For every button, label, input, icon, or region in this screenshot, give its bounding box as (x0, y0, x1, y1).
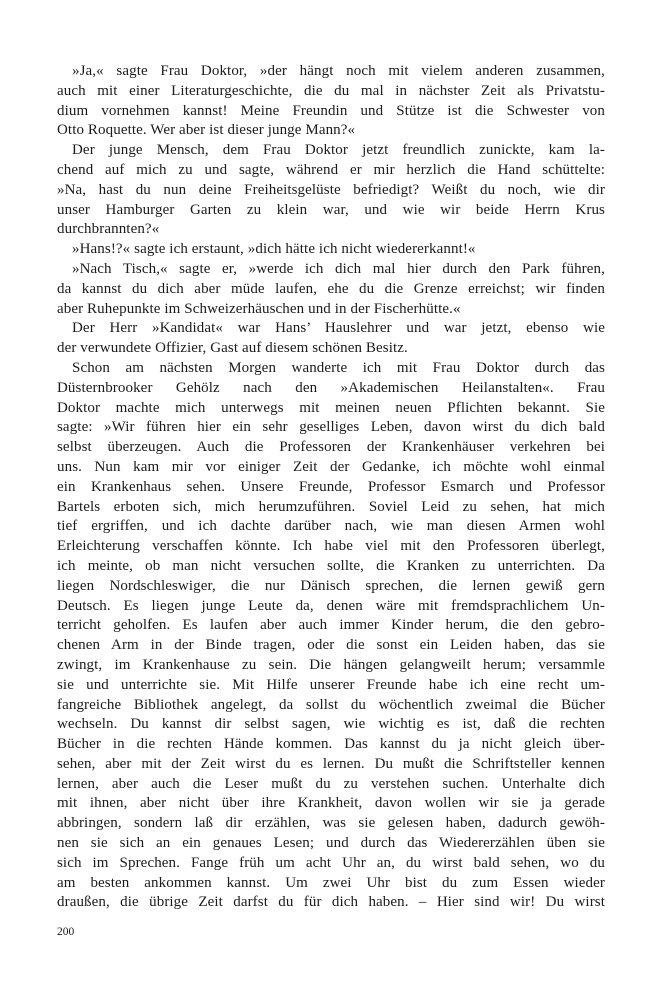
text-line: Erleichterung verschaffen könnte. Ich habe viel mit den Professoren überlegt, (57, 538, 605, 555)
text-line: liegen Nordschleswiger, die nur Dänisch sprechen, die lernen gewiß gern (57, 577, 605, 594)
text-line: am besten ankommen kannst. Um zwei Uhr bist du zum Essen wieder (57, 874, 605, 891)
text-line: sich im Sprechen. Fange früh um acht Uhr an, du wirst bald sehen, wo du (57, 854, 605, 871)
text-line: auch mit einer Literaturgeschichte, die du mal in nächster Zeit als Privatstu- (57, 82, 605, 99)
text-line: selbst überzeugen. Auch die Professoren der Krankenhäuser verkehren bei (57, 439, 605, 456)
text-line: nen sie sich an ein genaues Lesen; und durch das Wiedererzählen üben sie (57, 835, 605, 852)
text-line: »Nach Tisch,« sagte er, »werde ich dich mal hier durch den Park führen, (72, 260, 605, 277)
paragraph (57, 260, 605, 319)
text-line: durchbrannten?« (57, 221, 160, 238)
text-line: Bartels erboten sich, mich herumzuführen. Soviel Leid zu sehen, hat mich (57, 498, 605, 515)
paragraph (57, 359, 605, 913)
text-line: da kannst du dich aber müde laufen, ehe du die Grenze erreichst; wir finden (57, 280, 605, 297)
text-line: wechseln. Du kannst dir selbst sagen, wie wichtig es ist, daß die rechten (57, 716, 605, 733)
text-line: terricht geholfen. Es laufen aber auch immer Kinder herum, die den gebro- (57, 617, 605, 634)
text-line: uns. Nun kam mir vor einiger Zeit der Gedanke, ich möchte wohl einmal (57, 458, 605, 475)
text-line: abbringen, sondern laß dir erzählen, was sie gelesen haben, dadurch gewöh- (57, 815, 605, 832)
text-line: dium vornehmen kannst! Meine Freundin und Stütze ist die Schwester von (57, 102, 605, 119)
text-line: tief ergriffen, und ich dachte darüber nach, wie man diesen Armen wohl (57, 518, 605, 535)
text-line: aber Ruhepunkte im Schweizerhäuschen und in der Fischerhütte.« (57, 300, 461, 317)
text-line: Düsternbrooker Gehölz nach den »Akademischen Heilanstalten«. Frau (57, 379, 605, 396)
text-line: sagte: »Wir führen hier ein sehr geselliges Leben, davon wirst du dich bald (57, 419, 605, 436)
page-number: 200 (57, 926, 75, 938)
text-line: chenen Arm in der Binde tragen, oder die sonst ein Leiden haben, das sie (57, 637, 605, 654)
text-line: Otto Roquette. Wer aber ist dieser junge Mann?« (57, 122, 356, 139)
text-line: sehen, aber mit der Zeit wirst du es lernen. Du mußt die Schriftsteller kennen (57, 755, 605, 772)
paragraph (57, 319, 605, 359)
text-line: Schon am nächsten Morgen wanderte ich mit Frau Doktor durch das (72, 359, 605, 376)
text-line: Deutsch. Es liegen junge Leute da, denen wäre mit fremdsprachlichem Un- (57, 597, 605, 614)
text-line: »Ja,« sagte Frau Doktor, »der hängt noch mit vielem anderen zusammen, (72, 63, 605, 79)
text-line: der verwundete Offizier, Gast auf diesem schönen Besitz. (57, 340, 408, 357)
text-line: chend auf mich zu und sagte, während er mir herzlich die Hand schüttelte: (57, 161, 605, 178)
text-line: sie und unterrichte sie. Mit Hilfe unserer Freunde habe ich eine recht um- (57, 676, 605, 693)
text-line: unser Hamburger Garten zu klein war, und wie wir beide Herrn Krus (57, 201, 605, 218)
text-line: draußen, die übrige Zeit darfst du für dich haben. – Hier sind wir! Du wirst (57, 894, 605, 911)
text-line: zwingt, im Krankenhause zu sein. Die hängen gelangweilt herum; versammle (57, 656, 605, 673)
text-line: ein Krankenhaus sehen. Unsere Freunde, Professor Esmarch und Professor (57, 478, 605, 495)
text-line: Der Herr »Kandidat« war Hans’ Hauslehrer und war jetzt, ebenso wie (72, 320, 605, 337)
paragraph (57, 240, 605, 260)
text-line: Bücher in die rechten Hände kommen. Das kannst du ja nicht gleich über- (57, 736, 605, 753)
paragraph (57, 62, 605, 141)
text-line: fangreiche Bibliothek angelegt, da sollst du wöchentlich zweimal die Bücher (57, 696, 605, 713)
page-text (57, 62, 605, 913)
text-line: ich meinte, ob man nicht versuchen sollte, die Kranken zu unterrichten. Da (57, 557, 605, 574)
text-line: »Hans!?« sagte ich erstaunt, »dich hätte ich nicht wiedererkannt!« (72, 241, 476, 258)
text-line: lernen, aber auch die Leser mußt du zu verstehen suchen. Unterhalte dich (57, 775, 605, 792)
text-line: Doktor machte mich unterwegs mit meinen neuen Pflichten bekannt. Sie (57, 399, 605, 416)
text-line: mit ihnen, aber nicht über ihre Krankheit, davon wollen wir sie ja gerade (57, 795, 605, 812)
text-line: Der junge Mensch, dem Frau Doktor jetzt freundlich zunickte, kam la- (72, 142, 605, 159)
text-line: »Na, hast du nun deine Freiheitsgelüste befriedigt? Weißt du noch, wie dir (57, 181, 605, 198)
paragraph (57, 141, 605, 240)
